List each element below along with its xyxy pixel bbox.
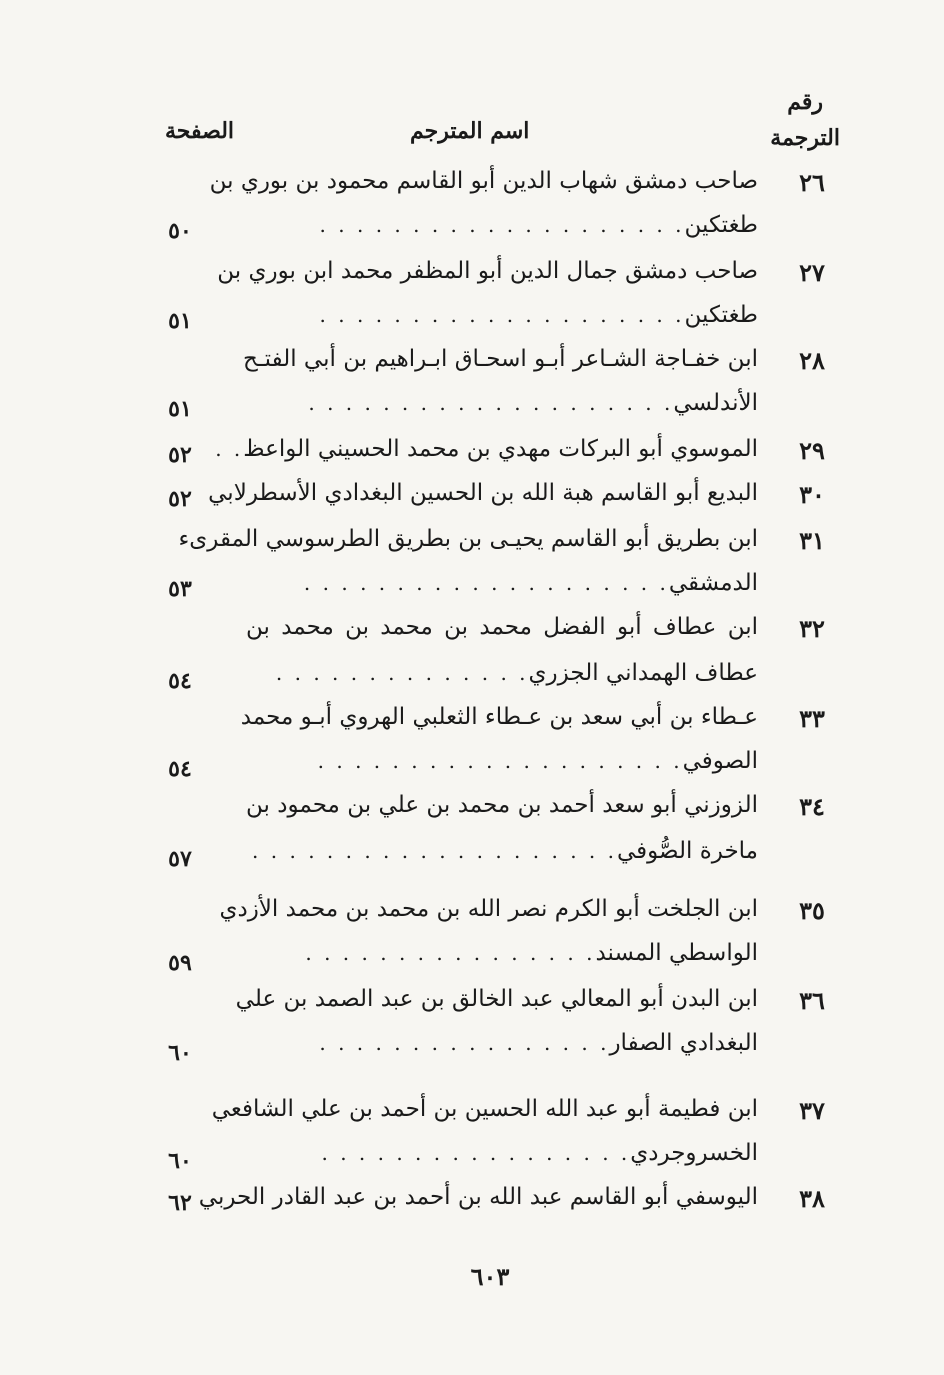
leader-dots: . . . . . . . . . . . . . . . . [319,1031,610,1055]
entry-number: ٣٦ [799,986,825,1015]
entry-name-line1: الزوزني أبو سعد أحمد بن محمد بن علي بن محمود بن [246,792,758,818]
entry-name-line1: ابن فطيمة أبو عبد الله الحسين بن أحمد بن علي الشافعي [211,1096,758,1122]
entry-page: ٥١ [168,308,192,334]
leader-dots: . . . . . . . . . . . . . . [275,661,529,685]
entry-page: ٥٣ [168,576,192,602]
entry-name-text: طغتكين [684,212,758,238]
header-number-line2: الترجمة [770,125,840,151]
entry-name-line1: ابن خفـاجة الشـاعر أبـو اسحـاق ابـراهيم بن أبي الفتـح [243,346,758,372]
entry-page: ٦٠ [168,1040,192,1066]
header-entry-number [770,84,840,156]
page-number: ٦٠٣ [470,1262,510,1291]
entry-name-line1: صاحب دمشق شهاب الدين أبو القاسم محمود بن بوري بن [209,168,758,194]
entry-number: ٣٠ [799,480,825,509]
entry-page: ٦٢ [168,1190,192,1216]
toc-entry [150,704,844,794]
toc-entry [150,346,844,436]
toc-entry [150,1184,844,1228]
entry-name-line2 [246,1140,758,1166]
entry-page: ٦٠ [168,1148,192,1174]
leader-dots: . . . . . . . . . . . . . . . . . . . . [303,571,669,595]
leader-dots: . . . . . . . . . . . . . . . . . . . . [319,213,685,237]
entry-page: ٥٢ [168,442,192,468]
entry-name-line2 [246,660,758,686]
leader-dots: . . . . . . . . . . . . . . . . [305,941,596,965]
entry-name-line1: ابن عطاف أبو الفضل محمد بن محمد بن محمد بن [246,614,758,640]
entry-number: ٣٨ [799,1184,825,1213]
entry-name-text: الموسوي أبو البركات مهدي بن محمد الحسيني الواعظ [243,436,758,462]
entry-name-line1: عـطاء بن أبي سعد بن عـطاء الثعلبي الهروي أبـو محمد [240,704,758,730]
entry-name-text: الخسروجردي [630,1140,758,1166]
entry-number: ٢٩ [799,436,825,465]
entry-number: ٣٣ [799,704,825,733]
entry-number: ٣١ [799,526,825,555]
toc-entry [150,436,844,480]
leader-dots: . . . . . . . . . . . . . . . . . [321,1141,631,1165]
entry-page: ٥١ [168,396,192,422]
entry-name-line2 [246,838,758,864]
entry-name-text: الصوفي [682,748,758,774]
entry-page: ٥٤ [168,668,192,694]
entry-name-line1: صاحب دمشق جمال الدين أبو المظفر محمد ابن بوري بن [217,258,758,284]
toc-entry [150,526,844,616]
toc-entry [150,1096,844,1186]
toc-entry [150,792,844,888]
entry-page: ٥٤ [168,756,192,782]
entry-number: ٣٧ [799,1096,825,1125]
entry-name-line1: اليوسفي أبو القاسم عبد الله بن أحمد بن عبد القادر الحربي [198,1184,758,1210]
entry-name-text: ماخرة الصُّوفي [617,838,758,864]
entry-name-line2 [246,212,758,238]
toc-entry [150,480,844,524]
entry-name-text: طغتكين [684,302,758,328]
entry-number: ٢٨ [799,346,825,375]
entry-page: ٥٢ [168,486,192,512]
entry-name-line1: ابن الجلخت أبو الكرم نصر الله بن محمد بن محمد الأزدي [219,896,758,922]
entry-name-line2 [246,940,758,966]
leader-dots: . . [215,437,244,461]
entry-name-line2 [246,390,758,416]
entry-name-line2 [246,302,758,328]
entry-number: ٣٢ [799,614,825,643]
leader-dots: . . . . . . . . . . . . . . . . . . . . [308,391,674,415]
entry-name-text: الواسطي المسند [595,940,758,966]
entry-name-line1: ابن البدن أبو المعالي عبد الخالق بن عبد الصمد بن علي [235,986,758,1012]
entry-name-text: الأندلسي [673,390,758,416]
entry-name-line1: ابن بطريق أبو القاسم يحيـى بن بطريق الطرسوسي المقرىء [178,526,758,552]
toc-entry [150,258,844,348]
entry-name-line2 [246,748,758,774]
entry-name-line1 [215,436,758,462]
entry-page: ٥٩ [168,950,192,976]
leader-dots: . . . . . . . . . . . . . . . . . . . . [252,839,617,863]
entry-name-text: عطاف الهمداني الجزري [528,660,758,686]
toc-entry [150,986,844,1076]
entry-number: ٢٦ [799,168,825,197]
entry-page: ٥٠ [168,218,192,244]
entry-name-line2 [246,1030,758,1056]
entry-page: ٥٧ [168,846,192,872]
entry-name-text: الدمشقي [668,570,758,596]
header-number-line1: رقم [787,89,824,115]
toc-entry [150,168,844,258]
entry-name-text: البغدادي الصفار [609,1030,758,1056]
entry-number: ٢٧ [799,258,825,287]
header-page: الصفحة [165,118,235,144]
toc-entry [150,614,844,704]
leader-dots: . . . . . . . . . . . . . . . . . . . . [319,303,685,327]
header-name: اسم المترجم [410,118,530,144]
entry-name-line2 [246,570,758,596]
entry-number: ٣٥ [799,896,825,925]
entry-number: ٣٤ [799,792,825,821]
toc-entry [150,896,844,986]
entry-name-line1: البديع أبو القاسم هبة الله بن الحسين البغدادي الأسطرلابي [208,480,758,506]
leader-dots: . . . . . . . . . . . . . . . . . . . . [317,749,683,773]
